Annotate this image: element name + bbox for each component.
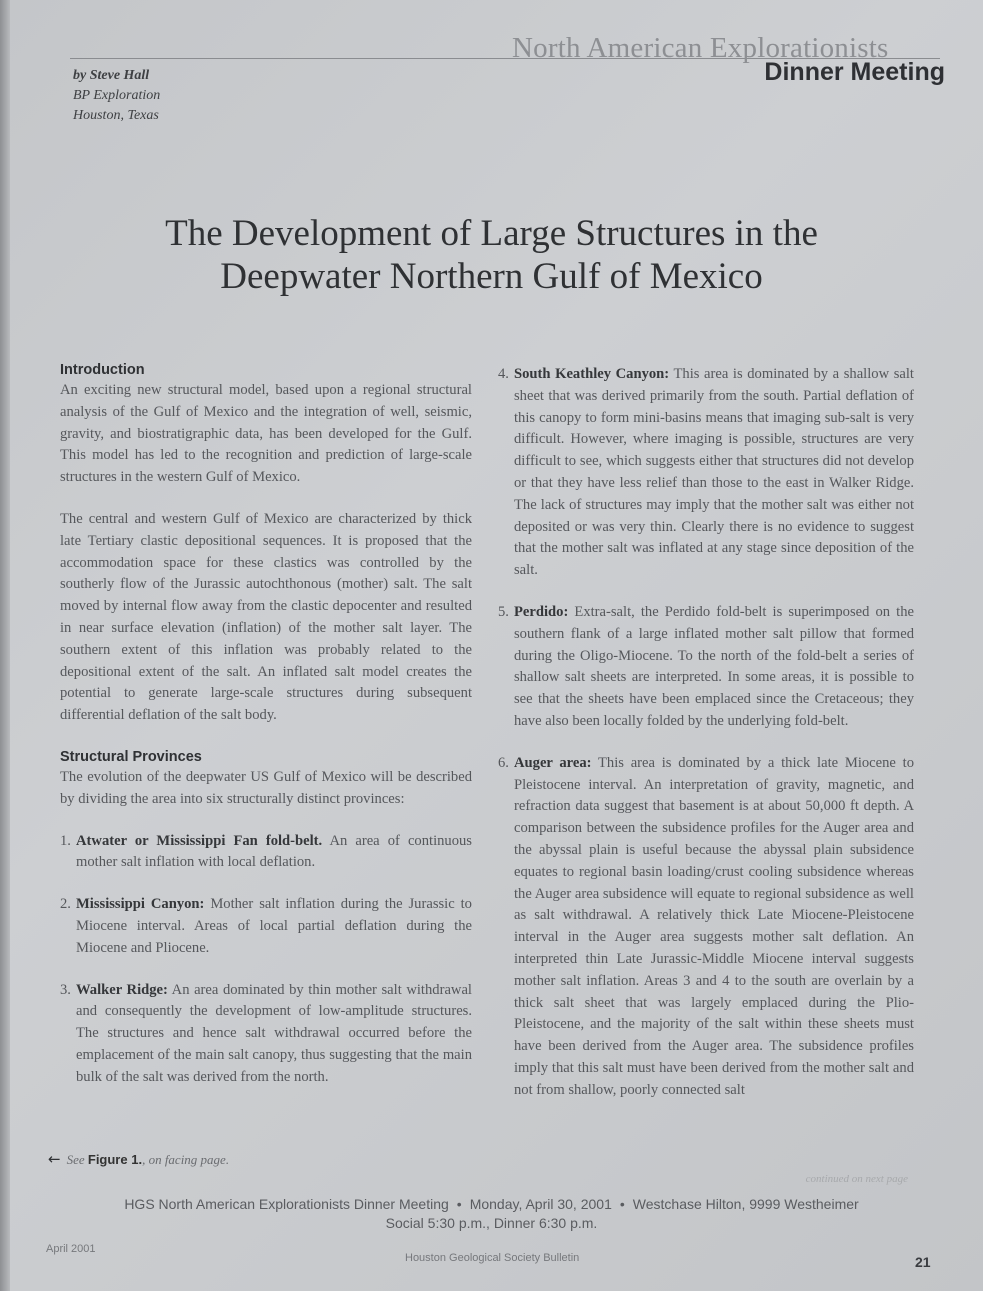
province-name: Auger area: <box>514 754 592 771</box>
intro-paragraph-2: The central and western Gulf of Mexico are characterized by thick late Tertiary clastic depositional sequences. It is proposed that the accommodation space for these clastics was controlled by the southerly flow of the Jurassic autochthonous (mother) salt. The salt moved by internal flow away from the clastic depocenter and resulted in near surface elevation (inflation) of the mother salt layer. The southern extent of this inflation was probably related to the depositional extent of the salt. An inflated salt model creates the potential to generate large-scale structures during subsequent differential deflation of the salt body. <box>60 510 472 724</box>
event-title: Dinner Meeting <box>764 58 945 86</box>
left-column <box>60 360 472 1089</box>
see-figure-note[interactable] <box>48 1150 229 1168</box>
province-text <box>76 980 472 1089</box>
province-text <box>76 831 472 875</box>
author-company: BP Exploration <box>73 88 161 103</box>
province-text <box>514 753 914 1102</box>
province-description: Mother salt inflation during the Jurassic to Miocene interval. Areas of local partial deflation during the Miocene and Pliocene. <box>76 896 472 956</box>
right-column <box>498 364 914 1102</box>
province-name: Mississippi Canyon: <box>76 896 205 913</box>
meeting-venue: Westchase Hilton, 9999 Westheimer <box>632 1196 859 1212</box>
continued-note: continued on next page <box>805 1173 908 1185</box>
province-name: South Keathley Canyon: <box>514 366 670 382</box>
meeting-info-footer <box>60 1195 923 1233</box>
page-edge-shadow <box>0 0 10 1291</box>
province-description: An area dominated by thin mother salt withdrawal and consequently the development of low-amplitude structures. The structures and hence salt withdrawal occurred before the emplacement of the main salt canopy, thus suggesting that the main bulk of the salt was derived from the north. <box>76 981 472 1085</box>
province-text <box>76 894 472 959</box>
publication-name: Houston Geological Society Bulletin <box>405 1252 580 1264</box>
province-item-2 <box>60 894 472 959</box>
province-description: This area is dominated by a shallow salt sheet that was derived primarily from the south. Partial deflation of this canopy to form mini-basins means that imaging sub-salt is very difficult. However, where imaging is possible, structures are very difficult to see, which suggests either that structures did not develop or that they have less relief than those to the east in Walker Ridge. The lack of structures may imply that the mother salt was either not deposited or was very thin. Clearly there is no evidence to suggest that the mother salt was inflated at any stage since deposition of the salt. <box>514 366 914 579</box>
province-description: Extra-salt, the Perdido fold-belt is superimposed on the southern flank of a large inflated mother salt pillow that formed during the Oligo-Miocene. To the north of the fold-belt a series of shallow salt sheets are interpreted. In some areas, it is possible to see that the sheets have been emplaced since the Cretaceous; they have also been locally folded by the underlying fold-belt. <box>514 603 914 729</box>
province-text <box>514 364 914 582</box>
province-item-6 <box>498 753 914 1102</box>
meeting-info-line-1 <box>60 1195 923 1214</box>
province-item-5 <box>498 602 914 733</box>
meeting-name: HGS North American Explorationists Dinner Meeting <box>124 1196 449 1212</box>
province-number: 6. <box>498 754 509 771</box>
meeting-times: Social 5:30 p.m., Dinner 6:30 p.m. <box>385 1215 598 1231</box>
author-name: by Steve Hall <box>73 68 150 83</box>
article-title <box>60 212 923 298</box>
series-title: North American Explorationists <box>512 32 889 64</box>
see-label: See <box>66 1152 85 1167</box>
title-line-2: Deepwater Northern Gulf of Mexico <box>220 256 763 297</box>
intro-heading: Introduction <box>60 362 145 378</box>
province-number: 5. <box>498 603 509 620</box>
province-item-3 <box>60 980 472 1089</box>
province-description: An area of continuous mother salt inflation with local deflation. <box>76 832 472 871</box>
province-item-1 <box>60 831 472 875</box>
page-number: 21 <box>915 1254 931 1270</box>
arrow-left-icon: ← <box>48 1150 61 1168</box>
provinces-intro: The evolution of the deepwater US Gulf of Mexico will be described by dividing the area into six structurally distinct provinces: <box>60 768 472 807</box>
province-name: Walker Ridge: <box>76 981 168 998</box>
author-location: Houston, Texas <box>73 108 159 123</box>
province-name: Perdido: <box>514 603 569 620</box>
province-name: Atwater or Mississippi Fan fold-belt. <box>76 832 323 849</box>
bullet-separator: • <box>456 1196 462 1212</box>
province-number: 4. <box>498 366 509 382</box>
bullet-separator: • <box>619 1196 625 1212</box>
title-line-1: The Development of Large Structures in the <box>165 213 818 254</box>
figure-reference: Figure 1. <box>87 1152 143 1167</box>
province-number: 2. <box>60 896 71 913</box>
provinces-heading: Structural Provinces <box>60 748 202 765</box>
meeting-date: Monday, April 30, 2001 <box>469 1196 612 1212</box>
byline <box>73 66 160 126</box>
issue-date: April 2001 <box>46 1243 96 1255</box>
province-number: 1. <box>60 832 71 849</box>
province-text <box>514 602 914 733</box>
facing-page-label: , on facing page. <box>142 1152 230 1167</box>
province-number: 3. <box>60 981 71 998</box>
intro-paragraph-1: An exciting new structural model, based upon a regional structural analysis of the Gulf of Mexico and the integration of well, seismic, gravity, and biostratigraphic data, has been developed for the Gulf. This model has led to the recognition and prediction of large-scale structures in the western Gulf of Mexico. <box>60 382 472 486</box>
province-item-4 <box>498 364 914 582</box>
province-description: This area is dominated by a thick late Miocene to Pleistocene interval. An interpretation of gravity, magnetic, and refraction data suggest that basement is at about 50,000 ft depth. A comparison between the subsidence profiles for the Auger area and the abyssal plain is useful because the abyssal plain subsidence equates to regional basin loading/crust cooling subsidence whereas the Auger area subsidence will equate to regional subsidence as well as salt withdrawal. A relatively thick Late Miocene-Pleistocene interval in the Auger area suggests mother salt deflation. An interpreted thin Late Jurassic-Middle Miocene interval suggests mother salt inflation. Areas 3 and 4 to the south are overlain by a thick salt sheet that was largely emplaced during the Plio-Pleistocene, and the majority of the salt within these sheets must have been derived from the Auger area. The subsidence profiles imply that this salt must have been derived from the mother salt and not from shallow, poorly connected salt <box>514 754 914 1098</box>
